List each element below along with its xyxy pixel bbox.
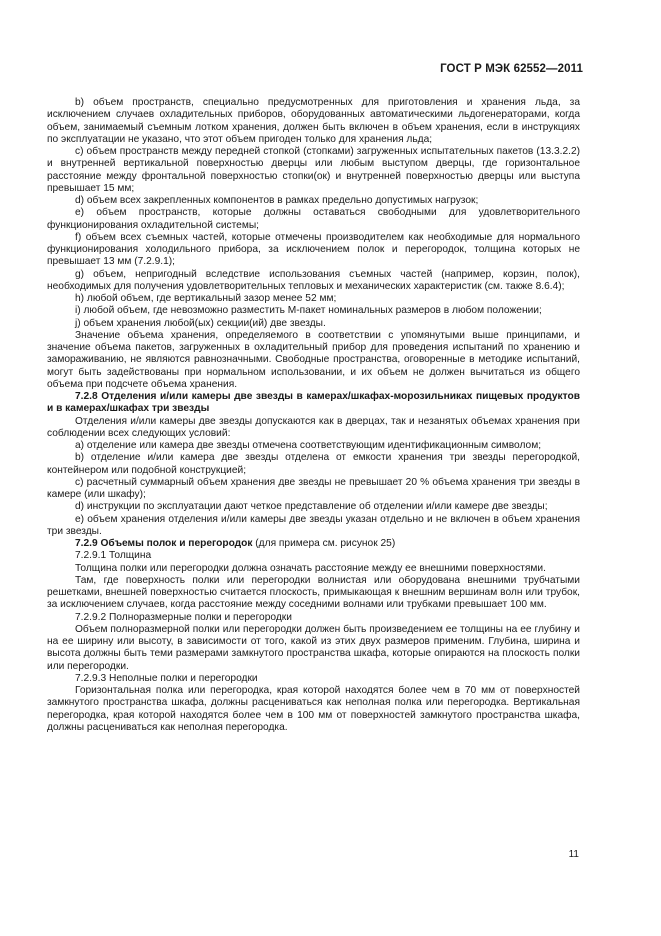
item-h: h) любой объем, где вертикальный зазор менее 52 мм; (75, 293, 337, 304)
item-j: j) объем хранения любой(ых) секции(ий) две звезды. (75, 317, 326, 329)
section-7-2-8-intro: Отделения и/или камеры две звезды допускаются как в дверцах, так и незанятых объемах хранения при соблюдении всех следующих условий: (47, 415, 580, 439)
thickness-definition: Толщина полки или перегородки должна означать расстояние между ее внешними поверхностями. (75, 562, 546, 574)
section-7-2-9-heading (47, 538, 580, 550)
item-b: b) объем пространств, специально предусмотренных для приготовления и хранения льда, за исключением случаев охладительных приборов, оборудованных автоматическими льдогенераторами, когда объем, занимаемый съемным лотком хранения, должен быть включен в объем хранения, если в инструкциях по эксплуатации не указано, что этот объем пригоден только для хранения льда; (47, 97, 580, 145)
item-f: f) объем всех съемных частей, которые отмечены производителем как необходимые для нормального функционирования холодильного прибора, за исключением полок и перегородок, толщина которых не превышает 13 мм (7.2.9.1); (47, 231, 580, 268)
document-body (47, 97, 580, 734)
condition-c: c) расчетный суммарный объем хранения две звезды не превышает 20 % объема хранения три звезды в камере (или шкафу); (47, 476, 580, 500)
condition-a: a) отделение или камера две звезды отмечена соответствующим идентификационным символом; (75, 440, 542, 451)
item-e: e) объем пространств, которые должны оставаться свободными для удовлетворительного функционирования охладительной системы; (47, 207, 580, 231)
page-number: 11 (568, 849, 579, 860)
item-g: g) объем, непригодный вследствие использования съемных частей (например, корзин, полок), необходимых для получения удовлетворительных тепловых и механических характеристик (см. также 8.6.4); (47, 268, 580, 292)
section-7-2-9-2-heading: 7.2.9.2 Полноразмерные полки и перегородки (75, 611, 292, 623)
item-c: c) объем пространств между передней стопкой (стопками) загруженных испытательных пакетов (13.3.2.2) и внутренней вертикальной поверхностью дверцы или любым выступом дверцы, где горизонтальное расстояние между фронтальной поверхностью стопки(ок) и внутренней поверхностью дверцы или выступа превышает 15 мм; (47, 146, 580, 194)
section-7-2-8-heading: 7.2.8 Отделения и/или камеры две звезды в камерах/шкафах-морозильниках пищевых продуктов и в камерах/шкафах три звезды (47, 391, 580, 415)
condition-d: d) инструкции по эксплуатации дают четкое представление об отделении и/или камере две звезды; (75, 501, 548, 513)
condition-b: b) отделение и/или камера две звезды отделена от емкости хранения три звезды перегородкой, контейнером или подобной конструкцией; (47, 452, 580, 476)
section-7-2-9-3-heading: 7.2.9.3 Неполные полки и перегородки (75, 672, 258, 684)
condition-e: e) объем хранения отделения и/или камеры две звезды указан отдельно и не включен в объем хранения три звезды. (47, 513, 580, 537)
section-7-2-9-1-heading: 7.2.9.1 Толщина (75, 550, 152, 562)
storage-volume-paragraph: Значение объема хранения, определяемого в соответствии с упомянутыми выше принципами, и значение объема пакетов, загруженных в охладительный прибор для проведения испытаний по хранению и замораживанию, не являются равнозначными. Свободные пространства, оговоренные в методике испытаний, могут быть задействованы при нормальном использовании, и их объем не должен вычитаться из общего объема при подсчете объема хранения. (47, 329, 580, 390)
partial-shelves-paragraph: Горизонтальная полка или перегородка, края которой находятся более чем в 70 мм от поверхностей замкнутого пространства шкафа, должны расцениваться как неполная полка или перегородка. Вертикальная перегородка, края которой находятся более чем в 100 мм от поверхностей замкнутого пространства шкафа, должны расцениваться как неполная перегородка. (47, 685, 580, 733)
standard-header: ГОСТ Р МЭК 62552—2011 (440, 63, 583, 75)
section-7-2-9-title: 7.2.9 Объемы полок и перегородок (75, 538, 253, 549)
thickness-wavy-surface: Там, где поверхность полки или перегородки волнистая или оборудована внешними трубчатыми решетками, внешней поверхностью считается плоскость, примыкающая к внешним вершинам волн или трубок, за исключением случаев, когда расстояние между соседними волнами или трубками превышает 100 мм. (47, 574, 580, 611)
item-d: d) объем всех закрепленных компонентов в рамках предельно допустимых нагрузок; (75, 195, 479, 206)
full-size-shelves-paragraph: Объем полноразмерной полки или перегородки должен быть произведением ее толщины на ее глубину и на ее ширину или высоту, в зависимости от того, какой из этих двух размеров применим. Глубина, ширина и высота должны быть теми размерами замкнутого пространства шкафа, которые опираются на плоскость полки или перегородки. (47, 623, 580, 672)
section-7-2-9-note: (для примера см. рисунок 25) (252, 538, 396, 549)
item-i: i) любой объем, где невозможно разместить М-пакет номинальных размеров в любом положении; (75, 305, 542, 317)
